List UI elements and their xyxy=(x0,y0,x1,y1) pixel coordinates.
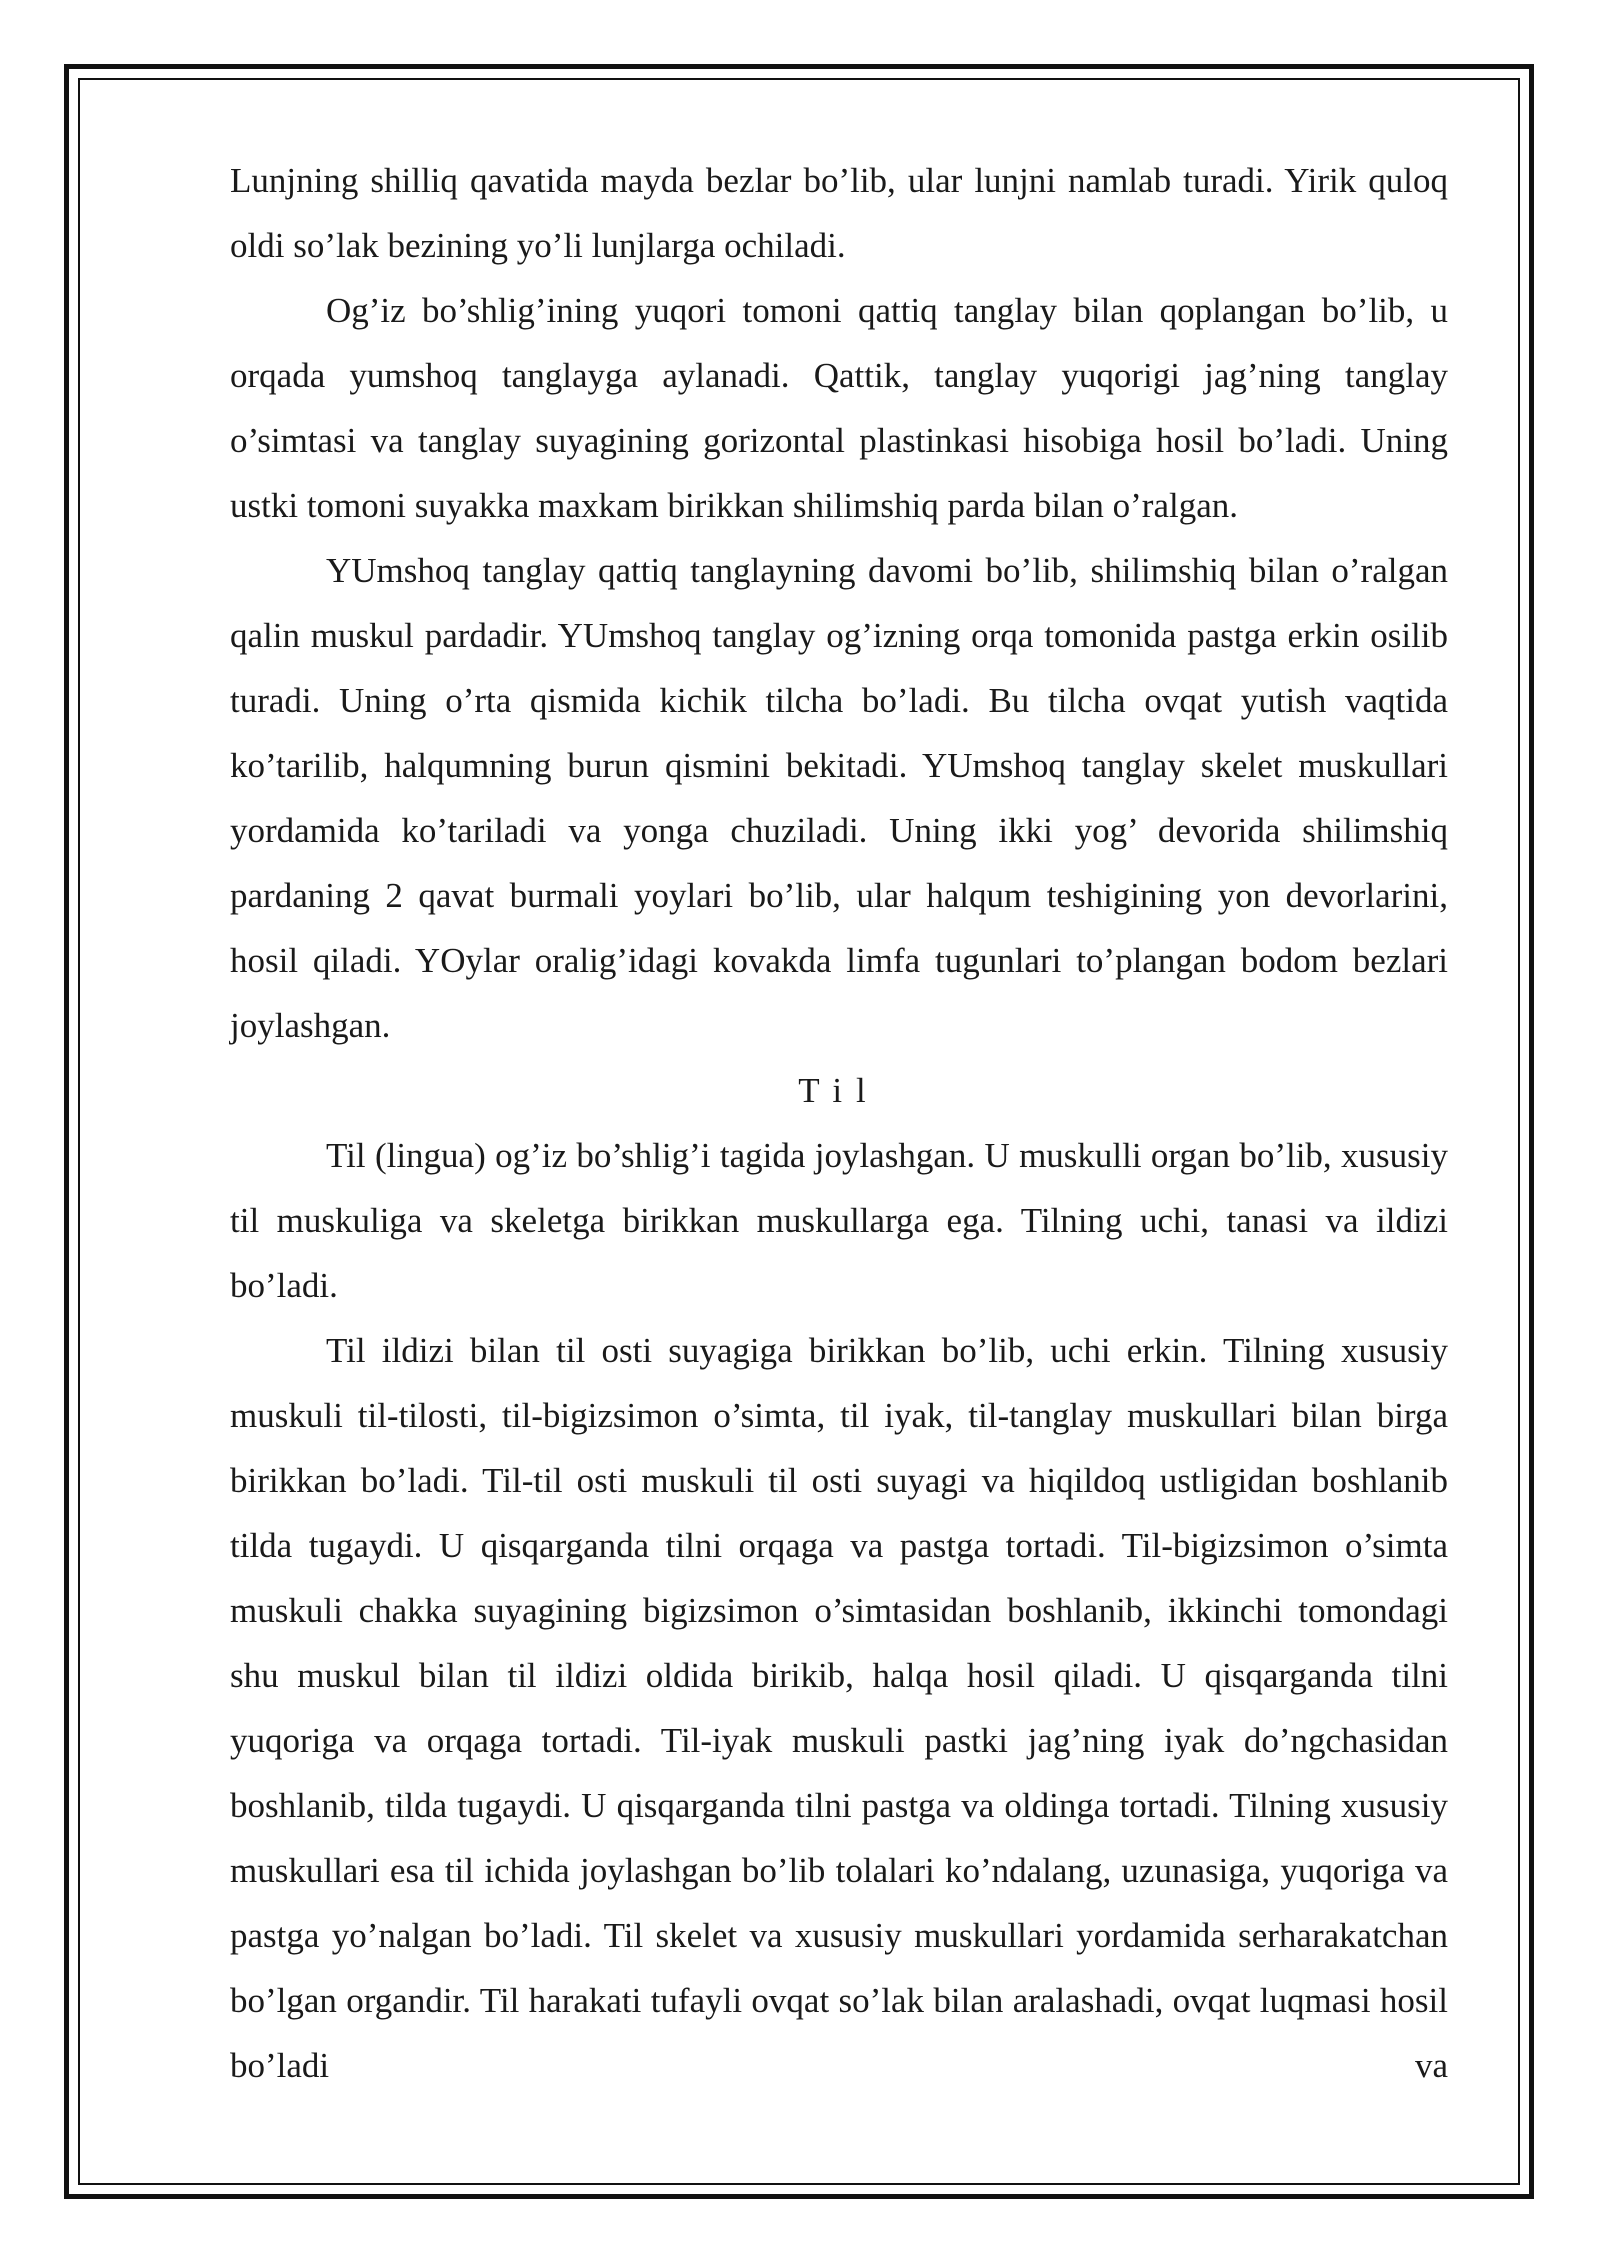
paragraph-yumshoq-tanglay: YUmshoq tanglay qattiq tanglayning davomi bo’lib, shilimshiq bilan o’ralgan qalin muskul pardadir. YUmshoq tanglay og’izning orqa tomonida pastga erkin osilib turadi. Uning o’rta qismida kichik tilcha bo’ladi. Bu tilcha ovqat yutish vaqtida ko’tarilib, halqumning burun qismini bekitadi. YUmshoq tanglay skelet muskullari yordamida ko’tariladi va yonga chuziladi. Uning ikki yog’ devorida shilimshiq pardaning 2 qavat burmali yoylari bo’lib, ular halqum teshigining yon devorlarini, hosil qiladi. YOylar oralig’idagi kovakda limfa tugunlari to’plangan bodom bezlari joylashgan. xyxy=(230,551,1448,1045)
section-heading-til: Til xyxy=(798,1071,880,1110)
paragraph-lunj: Lunjning shilliq qavatida mayda bezlar bo’lib, ular lunjni namlab turadi. Yirik quloq oldi so’lak bezining yo’li lunjlarga ochiladi. xyxy=(230,161,1448,265)
page-body xyxy=(230,148,1448,2098)
paragraph-til-muskullari: Til ildizi bilan til osti suyagiga birikkan bo’lib, uchi erkin. Tilning xususiy muskuli til-tilosti, til-bigizsimon o’simta, til iyak, til-tanglay muskullari bilan birga birikkan bo’ladi. Til-til osti muskuli til osti suyagi va hiqildoq ustligidan boshlanib tilda tugaydi. U qisqarganda tilni orqaga va pastga tortadi. Til-bigizsimon o’simta muskuli chakka suyagining bigizsimon o’simtasidan boshlanib, ikkinchi tomondagi shu muskul bilan til ildizi oldida birikib, halqa hosil qiladi. U qisqarganda tilni yuqoriga va orqaga tortadi. Til-iyak muskuli pastki jag’ning iyak do’ngchasidan boshlanib, tilda tugaydi. U qisqarganda tilni pastga va oldinga tortadi. Tilning xususiy muskullari esa til ichida joylashgan bo’lib tolalari ko’ndalang, uzunasiga, yuqoriga va pastga yo’nalgan bo’ladi. Til skelet va xususiy muskullari yordamida serharakatchan bo’lgan organdir. Til harakati tufayli ovqat so’lak bilan aralashadi, ovqat luqmasi hosil bo’ladi va xyxy=(230,1331,1448,2085)
paragraph-qattiq-tanglay: Og’iz bo’shlig’ining yuqori tomoni qattiq tanglay bilan qoplangan bo’lib, u orqada yumshoq tanglayga aylanadi. Qattik, tanglay yuqorigi jag’ning tanglay o’simtasi va tanglay suyagining gorizontal plastinkasi hisobiga hosil bo’ladi. Uning ustki tomoni suyakka maxkam birikkan shilimshiq parda bilan o’ralgan. xyxy=(230,291,1448,525)
paragraph-til-intro: Til (lingua) og’iz bo’shlig’i tagida joylashgan. U muskulli organ bo’lib, xususiy til muskuliga va skeletga birikkan muskullarga ega. Tilning uchi, tanasi va ildizi bo’ladi. xyxy=(230,1136,1448,1305)
